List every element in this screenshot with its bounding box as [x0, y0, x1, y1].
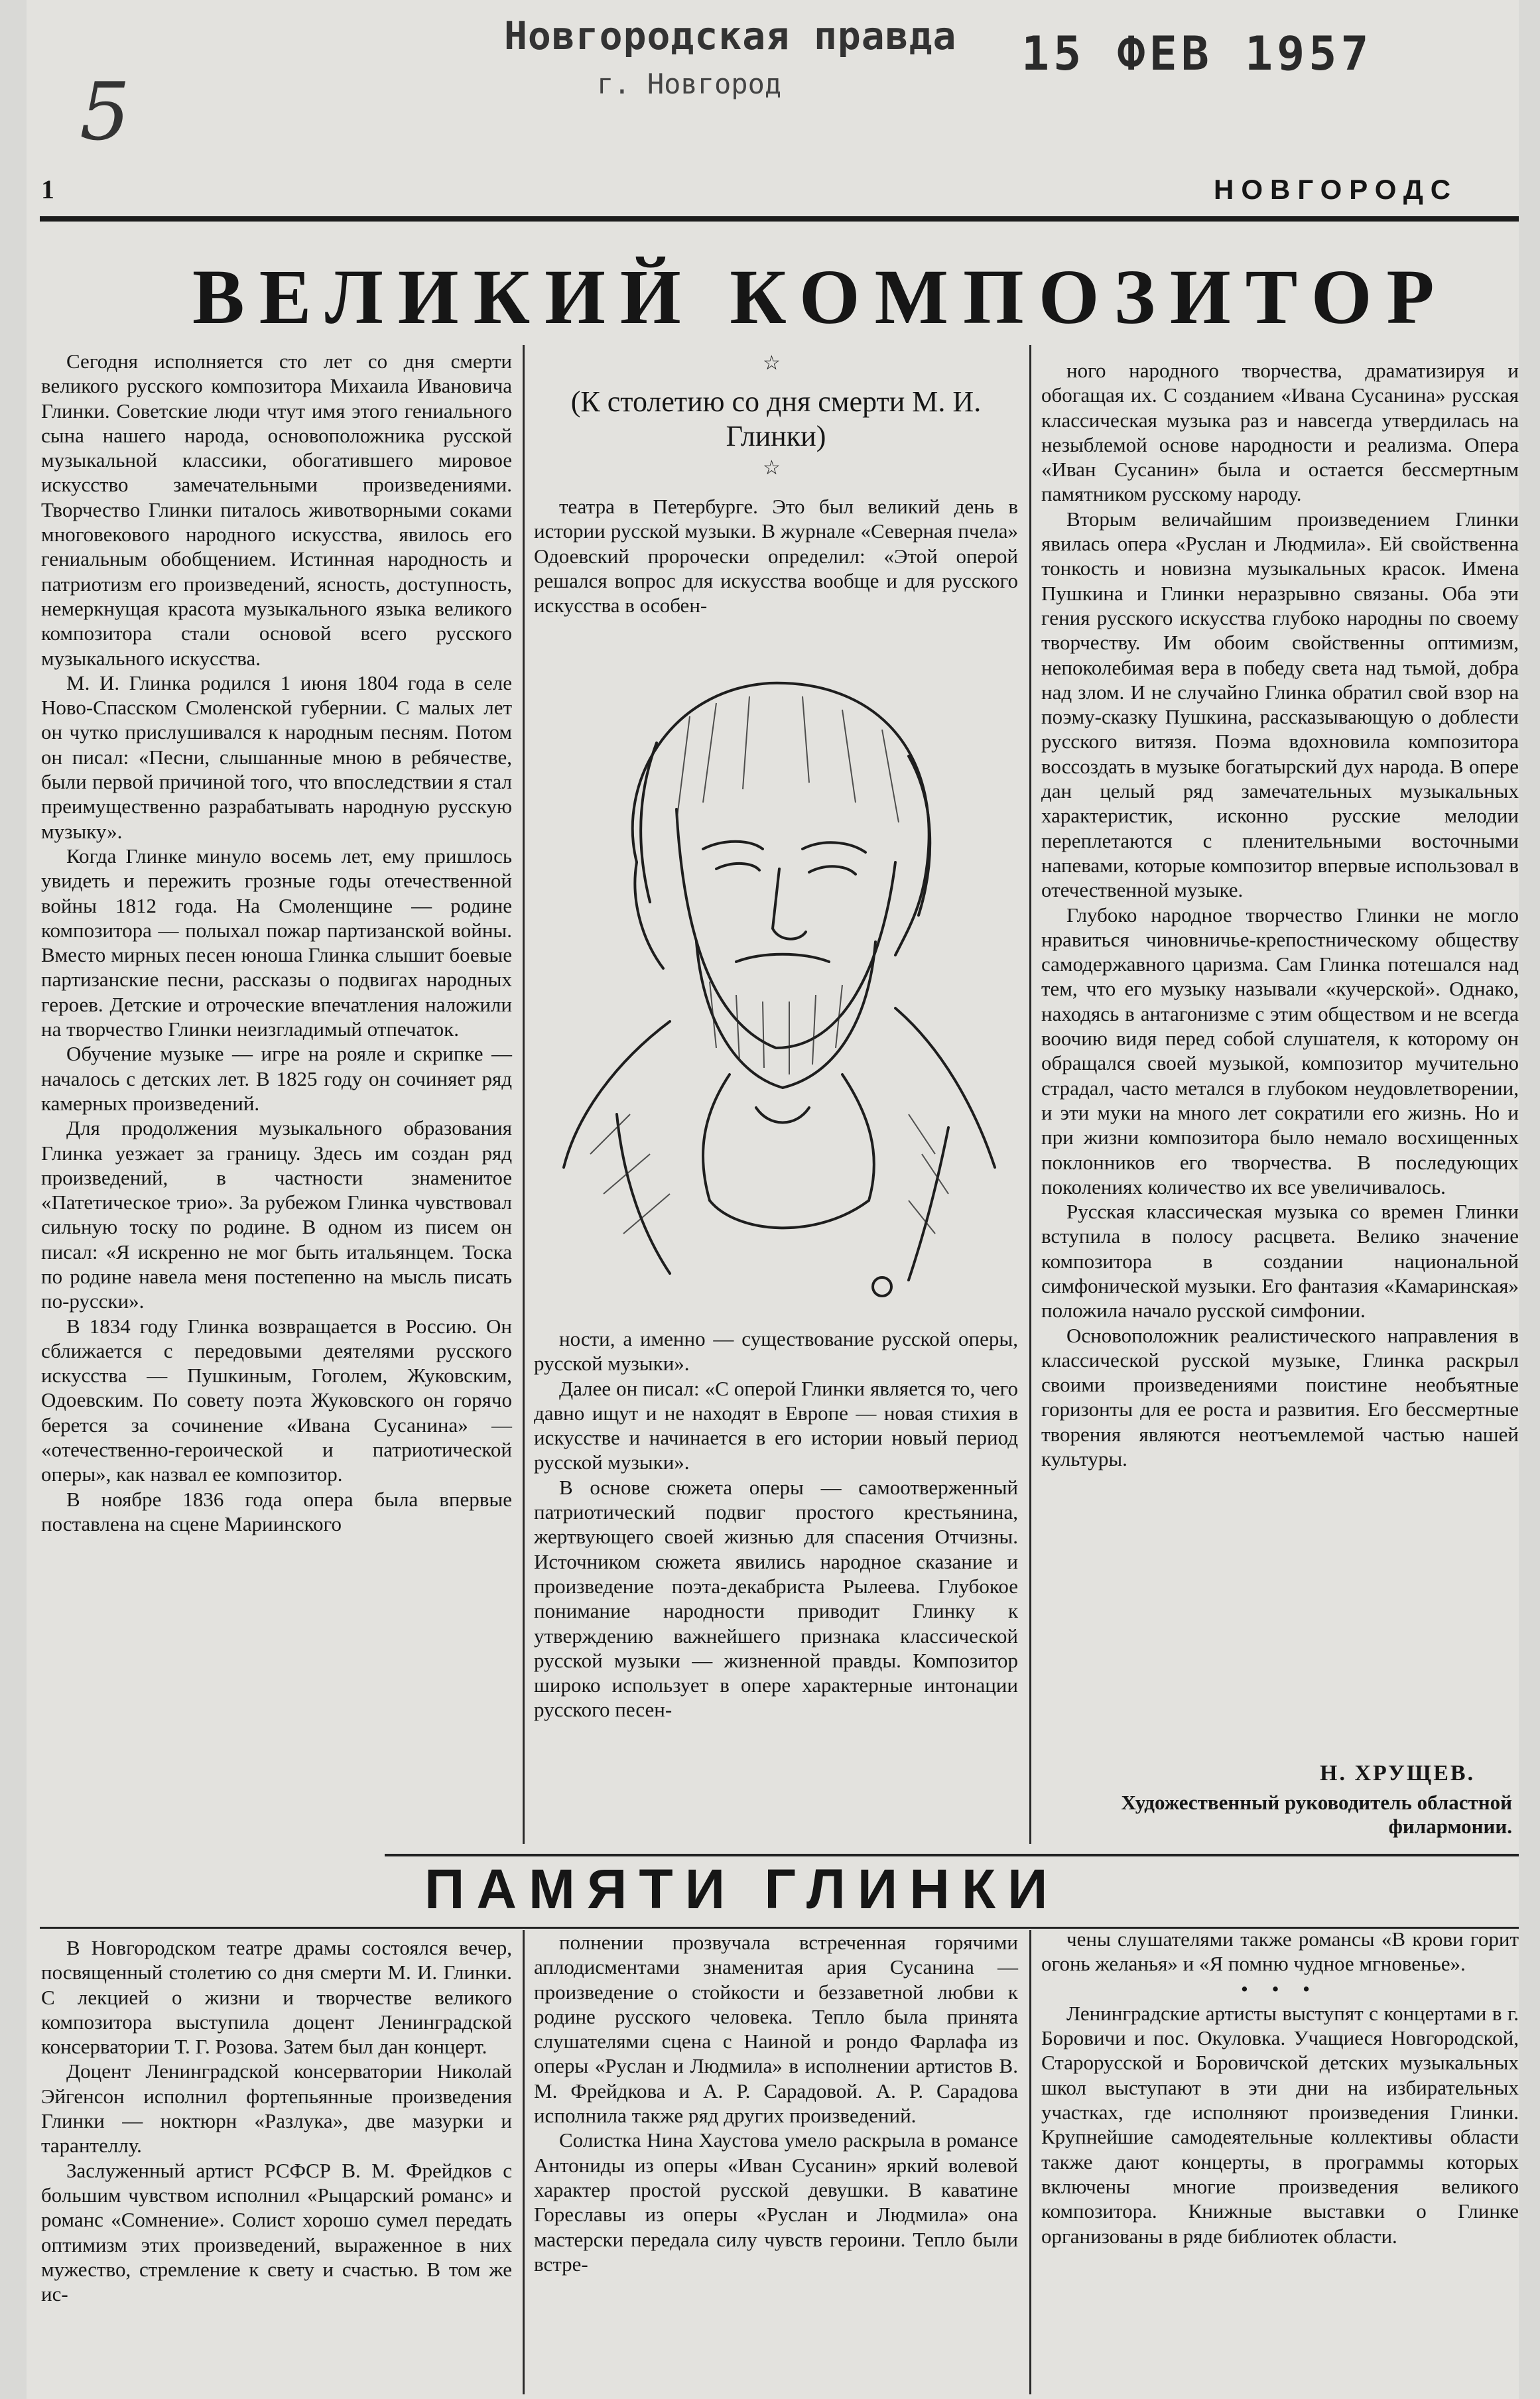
- paragraph: Основоположник реалистического направления в классической русской музыке, Глинка раскрыл своими произведениями поистине необъятные горизонты для ее роста и развития. Его бессмертные творения являются неотъемлемой частью нашей культуры.: [1041, 1323, 1519, 1471]
- paragraph: Обучение музыке — игре на рояле и скрипке — началось с детских лет. В 1825 году он сочиняет ряд камерных произведений.: [41, 1042, 512, 1115]
- paragraph: В Новгородском театре драмы состоялся вечер, посвященный столетию со дня смерти М. И. Глинки. С лекцией о жизни и творчестве великого композитора выступила доцент Ленинградской консерватории Т. Г. Розова. Затем был дан концерт.: [41, 1936, 512, 2059]
- paragraph: чены слушателями также романсы «В крови горит огонь желанья» и «Я помню чудное мгновенье».: [1041, 1927, 1519, 1976]
- handwritten-mark: 5: [80, 66, 131, 159]
- section-rule: [385, 1854, 1519, 1856]
- paragraph: театра в Петербурге. Это был великий день в истории русской музыки. В журнале «Северная пчела» Одоевский пророчески определил: «Этой оперой решался вопрос для искусства вообще и для русского искусства в особен-: [534, 495, 1018, 617]
- column-divider: [1029, 1930, 1031, 2394]
- column-divider: [523, 345, 525, 1844]
- clipping-stamp-date: 15 ФЕВ 1957: [1021, 27, 1373, 81]
- star-icon: ☆: [763, 352, 781, 375]
- paragraph: Русская классическая музыка со времен Глинки вступила в полосу расцвета. Велико значение композитора в создании национальной симфонической музыки. Его фантазия «Камаринская» положила начало русской симфонии.: [1041, 1200, 1519, 1323]
- section-separator: • • •: [1240, 1977, 1320, 2000]
- paragraph: В ноябре 1836 года опера была впервые поставлена на сцене Мариинского: [41, 1487, 512, 1535]
- column-divider: [523, 1930, 525, 2394]
- second-article-column-3: [1041, 1927, 1519, 2248]
- article-column-3: [1041, 358, 1519, 1471]
- paragraph: М. И. Глинка родился 1 июня 1804 года в селе Ново-Спасском Смоленской губернии. С малых лет он чутко прислушивался к народным песням. Потом он писал: «Песни, слышанные мною в ребячестве, были первой причиной того, что впоследствии я стал преимущественно разрабатывать народную русскую музыку».: [41, 671, 512, 843]
- article-column-2-bottom: [534, 1327, 1018, 1722]
- paragraph: ного народного творчества, драматизируя и обогащая их. С созданием «Ивана Сусанина» русская классическая музыка раз и навсегда утвердилась на незыблемой основе народности и реализма. Опера «Иван Сусанин» была и остается бессмертным памятником русскому народу.: [1041, 359, 1519, 506]
- paragraph: Когда Глинке минуло восемь лет, ему пришлось увидеть и пережить грозные годы отечественной войны 1812 года. На Смоленщине — родине композитора — полыхал пожар партизанской войны. Вместо мирных песен юноша Глинка слышит боевые партизанские песни, рассказы о подвигах народных героев. Детские и отроческие впечатления наложили на творчество Глинки неизгладимый отпечаток.: [41, 844, 512, 1041]
- glinka-portrait-engraving: [537, 650, 1015, 1307]
- paragraph: Сегодня исполняется сто лет со дня смерти великого русского композитора Михаила Ивановича Глинки. Советские люди чтут имя этого гениального сына нашего народа, основоположника русской музыкальной классики, обогатившего мировое искусство замечательными произведениями. Творчество Глинки питалось животворными соками многовекового народного искусства, явилось его гениальным обобщением. Истинная народность и патриотизм его произведений, ясность, доступность, немеркнущая красота музыкального языка великого композитора стали основой всего русского музыкального искусства.: [41, 350, 512, 670]
- top-rule: [40, 216, 1519, 222]
- article-column-2-top: [534, 494, 1018, 617]
- paragraph: Далее он писал: «С оперой Глинки является то, чего давно ищут и не находят в Европе — новая стихия в искусстве и начинается в его истории новый период русской музыки».: [534, 1376, 1018, 1474]
- masthead: НОВГОРОДС: [1214, 174, 1458, 205]
- page-number: 1: [41, 174, 54, 204]
- paragraph: Вторым величайшим произведением Глинки явилась опера «Руслан и Людмила». Ей свойственна тонкость и новизна музыкальных красок. Имена Пушкина и Глинки неразрывно связаны. Оба эти гения русского искусства глубоко народны по своему творчеству. Им обоим свойственны оптимизм, непоколебимая вера в победу света над тьмой, добра над злом. И не случайно Глинка обратил свой взор на поэму-сказку Пушкина, рассказывающую о доблести русского витязя. Поэма вдохновила композитора воссоздать в музыке богатырский дух народа. В опере дан целый ряд замечательных музыкальных характеристик, исконно русские мелодии переплетаются с пленительными восточными напевами, которые композитор впервые использовал в отечественной музыке.: [1041, 507, 1519, 902]
- second-article-column-2: [534, 1930, 1018, 2276]
- article-column-1: [41, 349, 512, 1536]
- paragraph: Заслуженный артист РСФСР В. М. Фрейдков с большим чувством исполнил «Рыцарский романс» и романс «Сомнение». Солист хорошо сумел передать оптимизм этих произведений, выраженное в них мужество, стремление к свету и счастью. В том же ис-: [41, 2158, 512, 2306]
- article-headline: ВЕЛИКИЙ КОМПОЗИТОР: [192, 253, 1449, 340]
- clipping-stamp-city: г. Новгород: [597, 68, 782, 100]
- author-role: Художественный руководитель областной филармонии.: [1121, 1791, 1512, 1838]
- paragraph: ности, а именно — существование русской оперы, русской музыки».: [534, 1327, 1018, 1376]
- second-article-headline: ПАМЯТИ ГЛИНКИ: [424, 1858, 1060, 1920]
- second-article-column-1: [41, 1935, 512, 2306]
- paragraph: Солистка Нина Хаустова умело раскрыла в романсе Антониды из оперы «Иван Сусанин» яркий волевой характер простой русской девушки. В каватине Гореславы из оперы «Руслан и Людмила» она мастерски передала силу чувств героини. Тепло были встре-: [534, 2128, 1018, 2276]
- star-icon: ☆: [763, 456, 781, 480]
- paragraph: Ленинградские артисты выступят с концертами в г. Боровичи и пос. Окуловка. Учащиеся Новгородской, Старорусской и Боровичской детских музыкальных школ выступают в эти дни на избирательных участках, где исполняют произведения Глинки. Крупнейшие самодеятельные коллективы области также дают концерты, в программы которых включены многие произведения великого композитора. Книжные выставки о Глинке организованы в ряде библиотек области.: [1041, 2001, 1519, 2248]
- clipping-stamp-paper: Новгородская правда: [504, 13, 957, 58]
- column-divider: [1029, 345, 1031, 1844]
- paragraph: Для продолжения музыкального образования Глинка уезжает за границу. Здесь им создан ряд произведений, в частности знаменитое «Патетическое трио». За рубежом Глинка чувствовал сильную тоску по родине. В одном из писем он писал: «Я искренно не мог быть итальянцем. Тоска по родине навела меня постепенно на мысль писать по-русски».: [41, 1116, 512, 1313]
- paragraph: полнении прозвучала встреченная горячими аплодисментами знаменитая ария Сусанина — произведение о стойкости и беззаветной любви к родине русского человека. Тепло была принята слушателями сцена с Наиной и рондо Фарлафа из оперы «Руслан и Людмила» в исполнении артистов В. М. Фрейдкова и А. Р. Сарадовой. А. Р. Сарадова исполнила также ряд других произведений.: [534, 1931, 1018, 2128]
- author-signature: Н. ХРУЩЕВ.: [1320, 1761, 1476, 1785]
- article-subtitle: (К столетию со дня смерти М. И. Глинки): [570, 385, 982, 452]
- paragraph: Глубоко народное творчество Глинки не могло нравиться чиновничье-крепостническому обществу самодержавного царизма. Сам Глинка потешался над тем, что его музыку называли «кучерской». Однако, находясь в антагонизме с этим обществом и не всегда воочию видя перед собой слушателя, к которому он обращался своей музыкой, композитор мучительно страдал, часто метался в глубоком неудовлетворении, и эти муки на много лет сократили его жизнь. Но и при жизни композитора было немало восхищенных поклонников его творчества. В последующих поколениях количество их все увеличивалось.: [1041, 903, 1519, 1199]
- paragraph: В основе сюжета оперы — самоотверженный патриотический подвиг простого крестьянина, жертвующего своей жизнью для спасения Отчизны. Источником сюжета явились народное сказание и произведение поэта-декабриста Рылеева. Глубокое понимание народности приводит Глинку к утверждению важнейшего признака классической русской музыки — жизненной правды. Композитор широко использует в опере характерные интонации русского песен-: [534, 1475, 1018, 1722]
- paragraph: Доцент Ленинградской консерватории Николай Эйгенсон исполнил фортепьянные произведения Глинки — ноктюрн «Разлука», две мазурки и тарантеллу.: [41, 2059, 512, 2158]
- paragraph: В 1834 году Глинка возвращается в Россию. Он сближается с передовыми деятелями русского искусства — Пушкиным, Гоголем, Жуковским, Одоевским. По совету поэта Жуковского он горячо берется за сочинение «Ивана Сусанина» — «отечественно-героической и патриотической оперы», как назвал ее композитор.: [41, 1314, 512, 1486]
